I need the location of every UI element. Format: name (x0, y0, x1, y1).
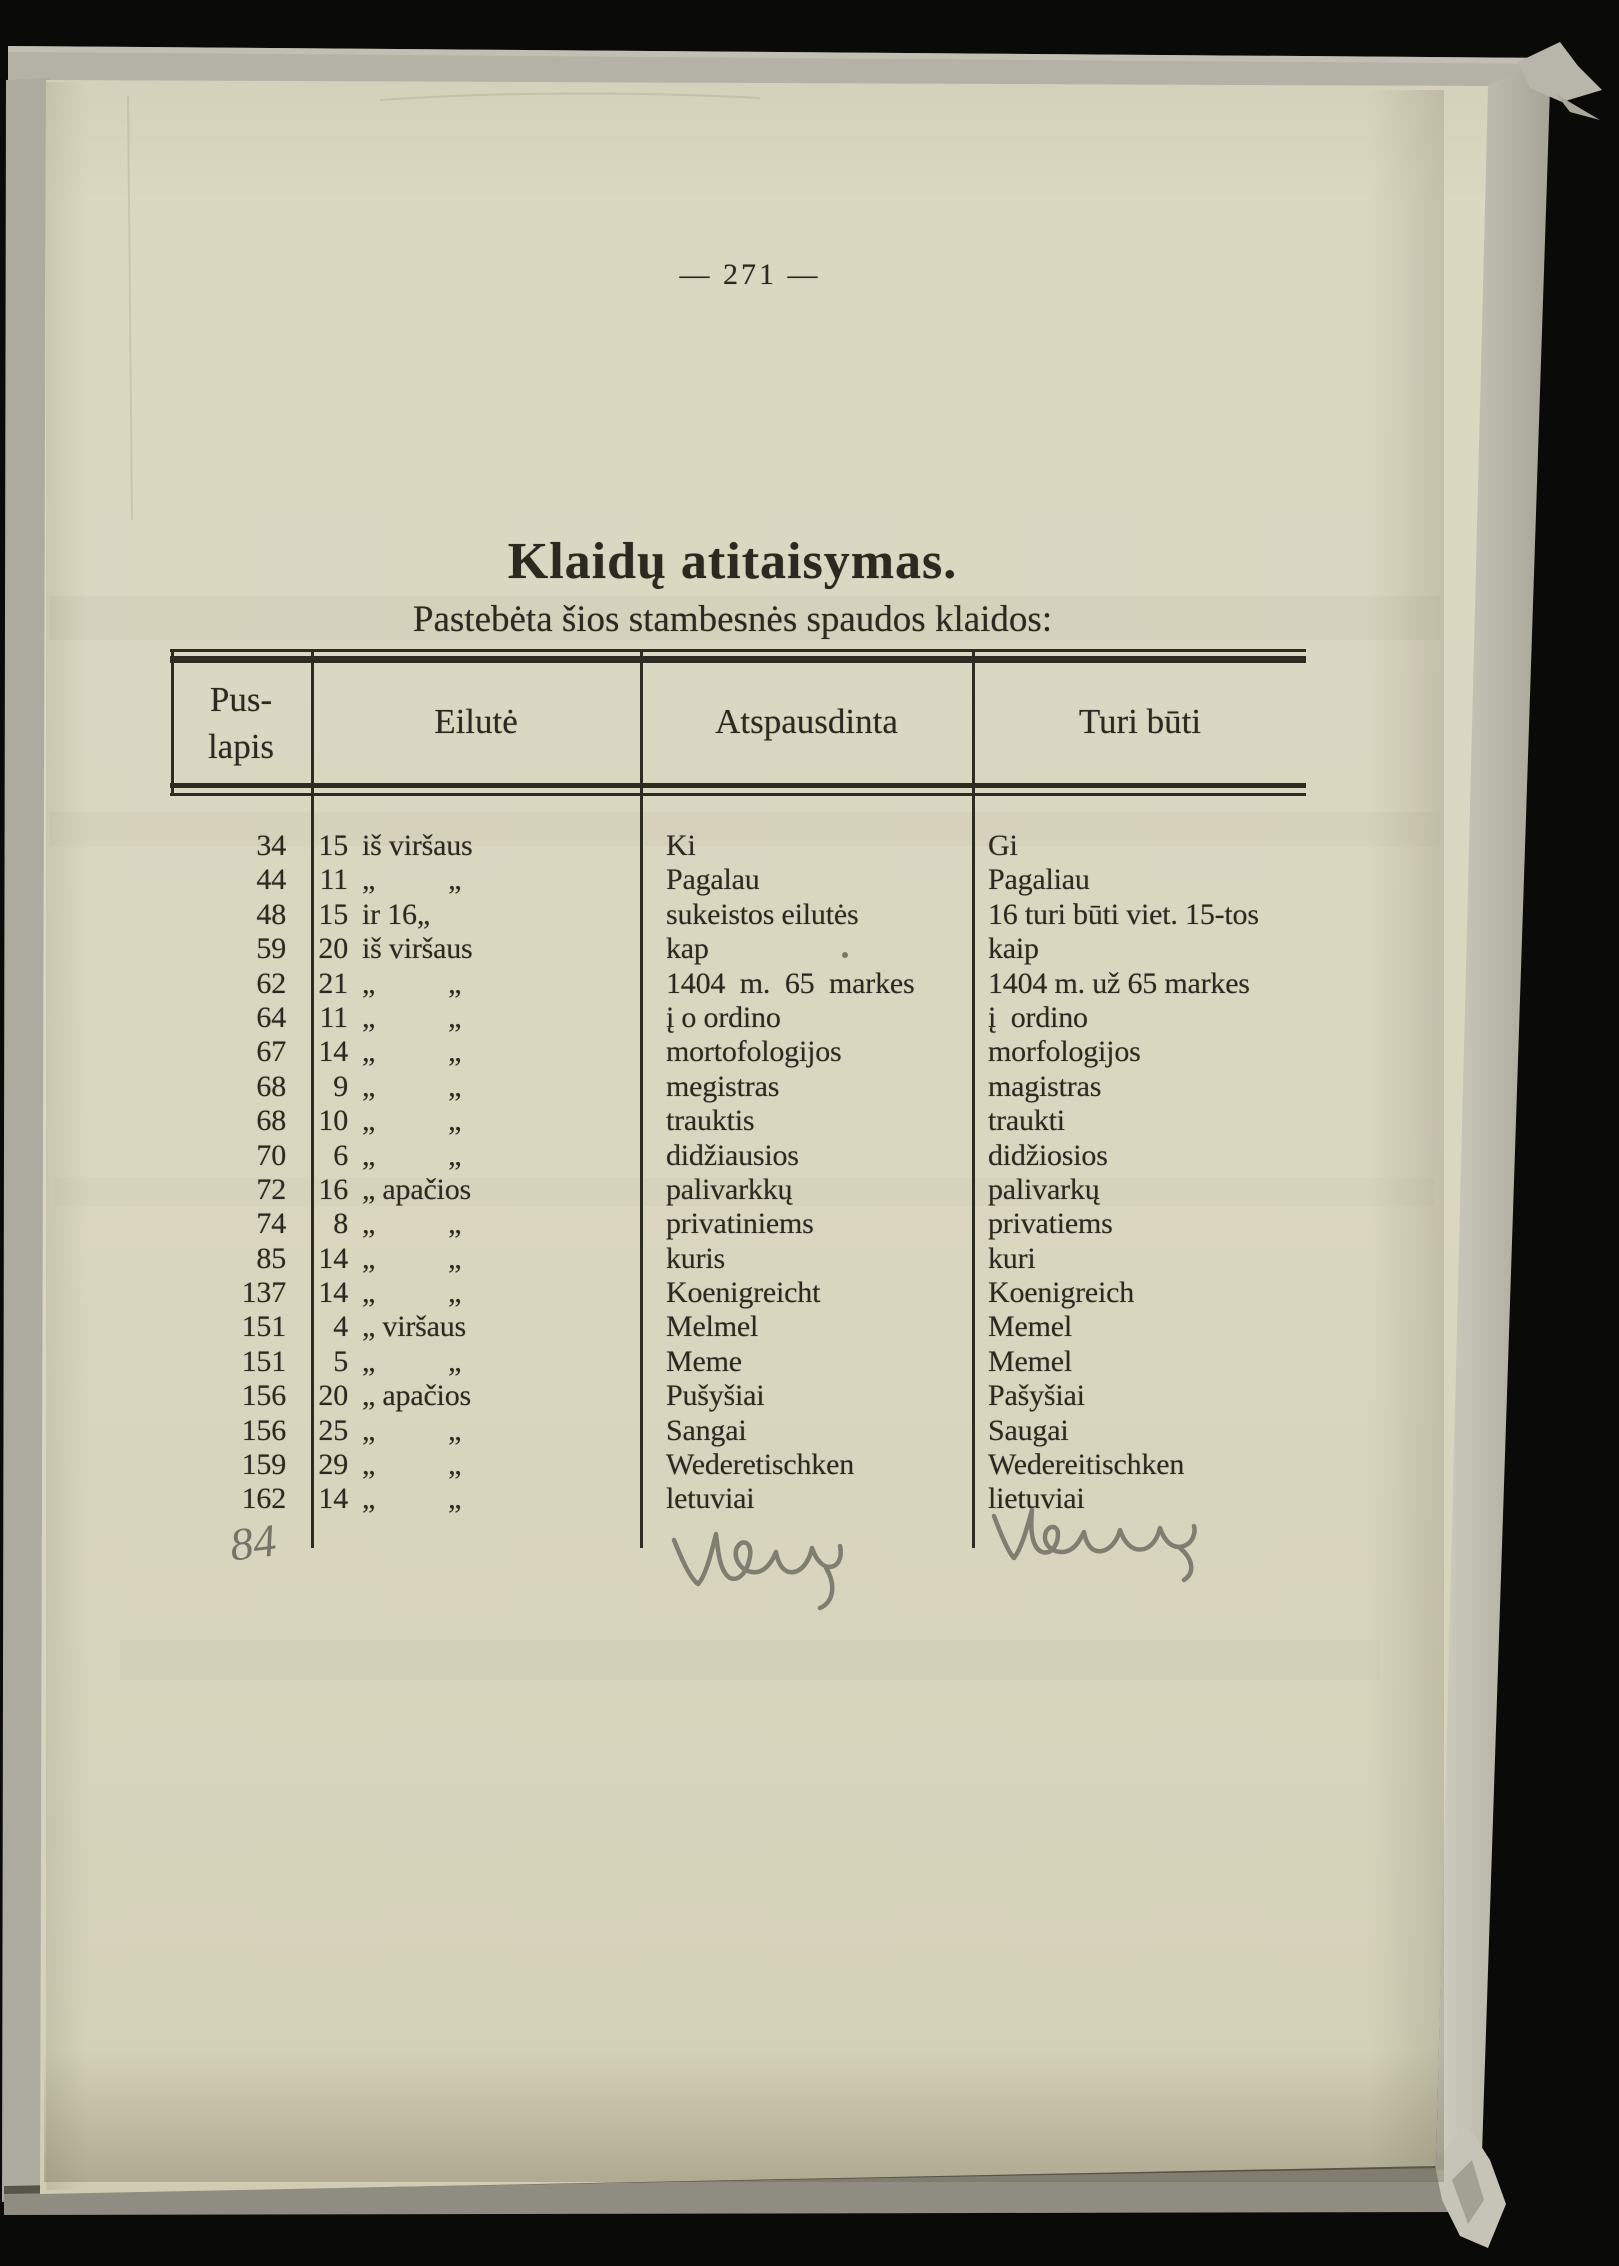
line-position: „ „ (362, 1138, 462, 1172)
correct-cell: Memel (988, 1310, 1072, 1344)
printed-cell: megistras (666, 1069, 780, 1103)
correct-cell: Pašyšiai (988, 1379, 1085, 1413)
correct-cell: Memel (988, 1344, 1072, 1378)
line-number: 14 (318, 1276, 348, 1310)
line-position: „ „ (362, 1207, 462, 1241)
line-number: 11 (319, 1000, 348, 1034)
header-puslapis-line1: Pus- (209, 680, 273, 719)
page-number-cell: 72 (256, 1172, 286, 1206)
printed-cell: Melmel (666, 1310, 759, 1344)
line-number: 10 (318, 1104, 348, 1138)
line-number: 9 (333, 1069, 348, 1103)
folio-page-number: — 271 — (679, 258, 821, 291)
printed-cell: sukeistos eilutės (666, 897, 859, 931)
correct-cell: magistras (988, 1069, 1102, 1103)
correct-cell: 16 turi būti viet. 15-tos (988, 897, 1259, 931)
line-number: 4 (333, 1310, 348, 1344)
line-number: 16 (318, 1172, 348, 1206)
correct-cell: Gi (988, 829, 1018, 862)
page-number-cell: 156 (241, 1379, 286, 1413)
page-number-cell: 151 (241, 1310, 286, 1344)
header-turi-buti: Turi būti (1078, 702, 1202, 741)
page-number-cell: 48 (256, 897, 286, 931)
page-number-cell: 137 (241, 1276, 286, 1310)
line-position: „ „ (362, 1035, 462, 1069)
line-position: „ „ (362, 1344, 462, 1378)
printed-cell: Wederetischken (666, 1448, 855, 1482)
printed-cell: Pagalau (666, 863, 760, 897)
errata-subtitle: Pastebėta šios stambesnės spaudos klaidos: (412, 599, 1053, 640)
line-number: 15 (318, 829, 348, 862)
line-number: 20 (318, 1379, 348, 1413)
correct-cell: palivarkų (988, 1172, 1100, 1206)
line-number: 25 (318, 1413, 348, 1447)
printed-cell: letuviai (666, 1482, 755, 1516)
line-position: „ „ (362, 1241, 462, 1275)
page-number-cell: 74 (256, 1207, 286, 1241)
line-position: „ „ (362, 966, 462, 1000)
line-number: 29 (318, 1448, 348, 1482)
correct-cell: kaip (988, 932, 1039, 966)
printed-cell: mortofologijos (666, 1035, 842, 1069)
page-number-cell: 162 (241, 1482, 286, 1516)
printed-cell: Meme (666, 1344, 742, 1378)
page-number-cell: 59 (256, 932, 286, 966)
line-position: „ „ (362, 1482, 462, 1516)
printed-cell: Sangai (666, 1413, 747, 1447)
correct-cell: morfologijos (988, 1035, 1141, 1069)
line-number: 8 (333, 1207, 348, 1241)
page-number-cell: 159 (241, 1448, 286, 1482)
line-position: „ „ (362, 1000, 462, 1034)
printed-cell: Koenigreicht (666, 1276, 821, 1310)
line-position: „ viršaus (362, 1310, 467, 1344)
correct-cell: 1404 m. už 65 markes (988, 966, 1250, 1000)
printed-cell: Pušyšiai (666, 1379, 765, 1413)
line-number: 14 (318, 1241, 348, 1275)
line-number: 20 (318, 932, 348, 966)
printed-cell: į o ordino (666, 1000, 781, 1034)
printed-cell: trauktis (666, 1104, 755, 1138)
page-number-cell: 151 (241, 1344, 286, 1378)
header-puslapis-line2: lapis (207, 727, 275, 766)
correct-cell: Wedereitischken (988, 1448, 1185, 1482)
page-number-cell: 70 (256, 1138, 286, 1172)
correct-cell: lietuviai (988, 1482, 1085, 1516)
line-position: „ „ (362, 1276, 462, 1310)
line-position: iš viršaus (362, 932, 473, 966)
line-position: ir 16„ (362, 897, 430, 931)
line-position: „ „ (362, 1069, 462, 1103)
pencil-scribble-left (674, 1534, 841, 1608)
page-number-cell: 64 (256, 1000, 286, 1034)
line-position: „ apačios (362, 1379, 471, 1413)
correct-cell: Saugai (988, 1413, 1069, 1447)
printed-cell: 1404 m. 65 markes (666, 966, 915, 1000)
printed-cell: kuris (666, 1241, 726, 1275)
page-number-cell: 44 (256, 863, 286, 897)
correct-cell: Pagaliau (988, 863, 1090, 897)
printed-cell: kap (666, 932, 709, 966)
correct-cell: į ordino (988, 1000, 1088, 1034)
pencil-scribble-right (994, 1510, 1195, 1580)
line-position: iš viršaus (362, 829, 473, 862)
correct-cell: traukti (988, 1104, 1065, 1138)
pencil-note-84: 84 (227, 1514, 279, 1571)
header-eilute: Eilutė (434, 702, 518, 741)
line-number: 11 (319, 863, 348, 897)
correct-cell: privatiems (988, 1207, 1113, 1241)
printed-cell: privatiniems (666, 1207, 814, 1241)
printed-cell: Ki (666, 829, 696, 862)
printed-cell: palivarkkų (666, 1172, 793, 1206)
line-number: 15 (318, 897, 348, 931)
page-number-cell: 67 (256, 1035, 286, 1069)
line-position: „ „ (362, 863, 462, 897)
printed-cell: didžiausios (666, 1138, 799, 1172)
line-number: 14 (318, 1035, 348, 1069)
line-number: 5 (333, 1344, 348, 1378)
line-number: 21 (318, 966, 348, 1000)
errata-title: Klaidų atitaisymas. (507, 533, 958, 590)
header-atspausdinta: Atspausdinta (715, 702, 898, 741)
correct-cell: Koenigreich (988, 1276, 1135, 1310)
correct-cell: kuri (988, 1241, 1036, 1275)
page-number-cell: 68 (256, 1104, 286, 1138)
page-number-cell: 85 (256, 1241, 286, 1275)
line-number: 6 (333, 1138, 348, 1172)
line-number: 14 (318, 1482, 348, 1516)
page-number-cell: 156 (241, 1413, 286, 1447)
page-number-cell: 68 (256, 1069, 286, 1103)
correct-cell: didžiosios (988, 1138, 1108, 1172)
line-position: „ „ (362, 1448, 462, 1482)
page-number-cell: 62 (256, 966, 286, 1000)
line-position: „ „ (362, 1104, 462, 1138)
line-position: „ apačios (362, 1172, 471, 1206)
page-number-cell: 34 (256, 829, 286, 862)
line-position: „ „ (362, 1413, 462, 1447)
